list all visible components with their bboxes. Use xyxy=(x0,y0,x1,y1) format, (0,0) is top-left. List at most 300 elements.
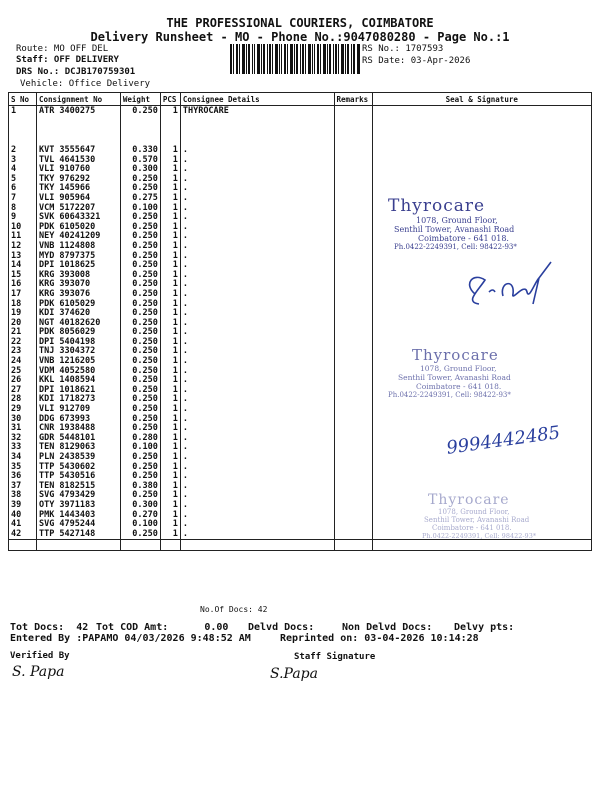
staff-label: Staff: OFF DELIVERY xyxy=(16,55,119,65)
non-delvd-docs: Non Delvd Docs: xyxy=(342,622,433,633)
row-pcs: 1 xyxy=(160,184,180,194)
tot-docs: Tot Docs: 42 xyxy=(10,622,89,633)
row-consignment-no: PDK 6105029 xyxy=(36,300,120,310)
row-weight: 0.100 xyxy=(120,204,160,214)
row-remarks xyxy=(334,376,372,386)
row-consignment-no: VLI 912709 xyxy=(36,405,120,415)
row-remarks xyxy=(334,175,372,185)
row-consignee: . xyxy=(180,261,334,271)
row-consignment-no: VNB 1216205 xyxy=(36,357,120,367)
row-seal xyxy=(372,463,592,473)
row-consignee: . xyxy=(180,184,334,194)
row-pcs: 1 xyxy=(160,395,180,405)
row-seal xyxy=(372,165,592,175)
row-weight: 0.330 xyxy=(120,146,160,156)
stamp-line1: 1078, Ground Floor, xyxy=(438,508,510,516)
row-remarks xyxy=(334,232,372,242)
row-remarks xyxy=(334,213,372,223)
row-sno: 29 xyxy=(9,405,37,415)
row-consignee: . xyxy=(180,453,334,463)
row-weight: 0.250 xyxy=(120,376,160,386)
row-weight: 0.250 xyxy=(120,232,160,242)
row-remarks xyxy=(334,242,372,252)
row-consignee: . xyxy=(180,280,334,290)
col-pcs-header: PCS xyxy=(160,93,180,106)
row-weight: 0.380 xyxy=(120,482,160,492)
col-seal-header: Seal & Signature xyxy=(372,93,592,106)
row-pcs: 1 xyxy=(160,328,180,338)
stamp-line2: Senthil Tower, Avanashi Road xyxy=(394,225,515,234)
row-sno: 41 xyxy=(9,520,37,530)
row-consignee: THYROCARE xyxy=(180,106,334,147)
stamp-line4: Ph.0422-2249391, Cell: 98422-93* xyxy=(422,532,537,540)
row-remarks xyxy=(334,386,372,396)
row-weight: 0.250 xyxy=(120,491,160,501)
row-weight: 0.250 xyxy=(120,472,160,482)
row-sno: 32 xyxy=(9,434,37,444)
row-consignee: . xyxy=(180,501,334,511)
stamp-brand: Thyrocare xyxy=(412,346,499,364)
row-remarks xyxy=(334,204,372,214)
row-pcs: 1 xyxy=(160,443,180,453)
row-consignee: . xyxy=(180,443,334,453)
row-weight: 0.250 xyxy=(120,338,160,348)
row-seal xyxy=(372,472,592,482)
row-consignment-no: NEY 40241209 xyxy=(36,232,120,242)
row-consignee: . xyxy=(180,194,334,204)
report-title: THE PROFESSIONAL COURIERS, COIMBATORE xyxy=(166,16,434,30)
row-pcs: 1 xyxy=(160,357,180,367)
row-consignment-no: TNJ 3304372 xyxy=(36,347,120,357)
row-weight: 0.270 xyxy=(120,511,160,521)
row-sno: 13 xyxy=(9,252,37,262)
row-pcs: 1 xyxy=(160,252,180,262)
row-consignment-no: VNB 1124808 xyxy=(36,242,120,252)
table-row xyxy=(9,482,592,492)
row-seal xyxy=(372,328,592,338)
reprinted-on: Reprinted on: 03-04-2026 10:14:28 xyxy=(280,633,479,644)
table-row xyxy=(9,453,592,463)
row-consignment-no: DPI 5404198 xyxy=(36,338,120,348)
row-seal xyxy=(372,482,592,492)
row-consignment-no: KRG 393008 xyxy=(36,271,120,281)
row-pcs: 1 xyxy=(160,424,180,434)
runsheet-table xyxy=(8,92,592,551)
row-sno: 28 xyxy=(9,395,37,405)
row-pcs: 1 xyxy=(160,223,180,233)
row-sno: 42 xyxy=(9,530,37,540)
row-pcs: 1 xyxy=(160,405,180,415)
row-remarks xyxy=(334,520,372,530)
row-sno: 2 xyxy=(9,146,37,156)
spacer-cell xyxy=(120,540,160,551)
row-sno: 20 xyxy=(9,319,37,329)
row-sno: 5 xyxy=(9,175,37,185)
row-consignment-no: TEN 8182515 xyxy=(36,482,120,492)
row-weight: 0.100 xyxy=(120,443,160,453)
row-weight: 0.250 xyxy=(120,367,160,377)
row-consignee: . xyxy=(180,357,334,367)
row-weight: 0.250 xyxy=(120,309,160,319)
row-consignment-no: TKY 145966 xyxy=(36,184,120,194)
row-consignee: . xyxy=(180,328,334,338)
row-pcs: 1 xyxy=(160,290,180,300)
handwritten-signature xyxy=(455,252,565,312)
thyrocare-stamp-1 xyxy=(388,196,588,251)
row-remarks xyxy=(334,300,372,310)
table-row xyxy=(9,106,592,147)
row-weight: 0.250 xyxy=(120,357,160,367)
row-pcs: 1 xyxy=(160,156,180,166)
rs-no-label: RS No.: 1707593 xyxy=(362,44,444,54)
row-pcs: 1 xyxy=(160,511,180,521)
row-sno: 7 xyxy=(9,194,37,204)
thyrocare-stamp-2 xyxy=(388,346,592,399)
row-pcs: 1 xyxy=(160,146,180,156)
row-consignee: . xyxy=(180,232,334,242)
row-seal xyxy=(372,319,592,329)
row-consignee: . xyxy=(180,520,334,530)
row-sno: 6 xyxy=(9,184,37,194)
table-row xyxy=(9,472,592,482)
stamp-brand: Thyrocare xyxy=(388,196,486,216)
spacer-cell xyxy=(36,540,120,551)
row-consignment-no: TEN 8129063 xyxy=(36,443,120,453)
row-remarks xyxy=(334,472,372,482)
stamp-line3: Coimbatore - 641 018. xyxy=(416,382,502,391)
row-weight: 0.280 xyxy=(120,434,160,444)
row-consignment-no: MYD 8797375 xyxy=(36,252,120,262)
row-consignee: . xyxy=(180,213,334,223)
row-weight: 0.250 xyxy=(120,463,160,473)
row-sno: 31 xyxy=(9,424,37,434)
row-consignee: . xyxy=(180,290,334,300)
row-consignment-no: PLN 2438539 xyxy=(36,453,120,463)
spacer-cell xyxy=(160,540,180,551)
stamp-line1: 1078, Ground Floor, xyxy=(416,216,498,225)
stamp-line1: 1078, Ground Floor, xyxy=(420,364,497,373)
row-sno: 11 xyxy=(9,232,37,242)
row-consignee: . xyxy=(180,367,334,377)
row-remarks xyxy=(334,347,372,357)
row-weight: 0.250 xyxy=(120,405,160,415)
stamp-line3: Coimbatore - 641 018. xyxy=(418,234,509,243)
row-pcs: 1 xyxy=(160,194,180,204)
row-remarks xyxy=(334,338,372,348)
row-pcs: 1 xyxy=(160,280,180,290)
row-weight: 0.250 xyxy=(120,290,160,300)
table-row xyxy=(9,156,592,166)
row-seal xyxy=(372,146,592,156)
row-weight: 0.250 xyxy=(120,395,160,405)
row-consignee: . xyxy=(180,482,334,492)
row-consignee: . xyxy=(180,530,334,540)
row-consignment-no: KRG 393076 xyxy=(36,290,120,300)
row-pcs: 1 xyxy=(160,376,180,386)
row-consignee: . xyxy=(180,242,334,252)
row-weight: 0.250 xyxy=(120,328,160,338)
row-pcs: 1 xyxy=(160,472,180,482)
row-consignment-no: DPI 1018621 xyxy=(36,386,120,396)
row-pcs: 1 xyxy=(160,319,180,329)
row-consignment-no: SVK 60643321 xyxy=(36,213,120,223)
row-sno: 19 xyxy=(9,309,37,319)
row-sno: 27 xyxy=(9,386,37,396)
row-remarks xyxy=(334,463,372,473)
row-consignment-no: KRG 393070 xyxy=(36,280,120,290)
row-consignee: . xyxy=(180,511,334,521)
row-weight: 0.250 xyxy=(120,347,160,357)
row-sno: 25 xyxy=(9,367,37,377)
table-row xyxy=(9,165,592,175)
row-consignment-no: PDK 8056029 xyxy=(36,328,120,338)
delvy-pts: Delvy pts: xyxy=(454,622,515,633)
verified-signature: S. Papa xyxy=(12,664,65,680)
row-pcs: 1 xyxy=(160,165,180,175)
col-remarks-header: Remarks xyxy=(334,93,372,106)
row-weight: 0.250 xyxy=(120,242,160,252)
table-header-row xyxy=(9,93,592,106)
row-consignee: . xyxy=(180,165,334,175)
row-consignee: . xyxy=(180,395,334,405)
row-pcs: 1 xyxy=(160,434,180,444)
row-sno: 38 xyxy=(9,491,37,501)
row-consignment-no: VLI 905964 xyxy=(36,194,120,204)
stamp-brand: Thyrocare xyxy=(428,492,510,508)
row-sno: 21 xyxy=(9,328,37,338)
row-sno: 10 xyxy=(9,223,37,233)
tot-cod-amt: Tot COD Amt: 0.00 xyxy=(96,622,229,633)
row-sno: 24 xyxy=(9,357,37,367)
row-sno: 30 xyxy=(9,415,37,425)
row-remarks xyxy=(334,319,372,329)
no-of-docs: No.Of Docs: 42 xyxy=(200,605,268,614)
row-remarks xyxy=(334,453,372,463)
thyrocare-stamp-3 xyxy=(422,492,588,540)
row-weight: 0.300 xyxy=(120,165,160,175)
report-subtitle: Delivery Runsheet - MO - Phone No.:9047080280 - Page No.:1 xyxy=(90,30,510,44)
row-weight: 0.250 xyxy=(120,223,160,233)
row-remarks xyxy=(334,328,372,338)
row-remarks xyxy=(334,290,372,300)
stamp-line4: Ph.0422-2249391, Cell: 98422-93* xyxy=(394,243,517,251)
row-pcs: 1 xyxy=(160,242,180,252)
row-consignment-no: KDI 374620 xyxy=(36,309,120,319)
row-weight: 0.275 xyxy=(120,194,160,204)
row-remarks xyxy=(334,424,372,434)
row-weight: 0.250 xyxy=(120,386,160,396)
stamp-line2: Senthil Tower, Avanashi Road xyxy=(398,373,511,382)
row-sno: 1 xyxy=(9,106,37,147)
spacer-cell xyxy=(180,540,334,551)
row-weight: 0.250 xyxy=(120,424,160,434)
row-consignee: . xyxy=(180,386,334,396)
table-row xyxy=(9,175,592,185)
col-sno-header: S No xyxy=(9,93,37,106)
row-sno: 26 xyxy=(9,376,37,386)
row-consignee: . xyxy=(180,300,334,310)
row-remarks xyxy=(334,530,372,540)
row-pcs: 1 xyxy=(160,491,180,501)
verified-by-label: Verified By xyxy=(10,651,70,661)
row-consignment-no: VLI 910760 xyxy=(36,165,120,175)
table-row xyxy=(9,184,592,194)
row-remarks xyxy=(334,252,372,262)
entered-by: Entered By :PAPAMO 04/03/2026 9:48:52 AM xyxy=(10,633,251,644)
row-pcs: 1 xyxy=(160,463,180,473)
row-pcs: 1 xyxy=(160,261,180,271)
row-weight: 0.250 xyxy=(120,319,160,329)
row-consignment-no: ATR 3400275 xyxy=(36,106,120,147)
staff-signature: S.Papa xyxy=(270,666,318,682)
row-consignment-no: TVL 4641530 xyxy=(36,156,120,166)
row-weight: 0.250 xyxy=(120,280,160,290)
row-weight: 0.250 xyxy=(120,271,160,281)
row-weight: 0.100 xyxy=(120,520,160,530)
row-sno: 8 xyxy=(9,204,37,214)
row-consignee: . xyxy=(180,434,334,444)
row-remarks xyxy=(334,491,372,501)
row-consignment-no: TTP 5430602 xyxy=(36,463,120,473)
row-remarks xyxy=(334,261,372,271)
row-consignee: . xyxy=(180,472,334,482)
row-sno: 35 xyxy=(9,463,37,473)
table-row xyxy=(9,328,592,338)
row-sno: 9 xyxy=(9,213,37,223)
row-remarks xyxy=(334,146,372,156)
row-consignment-no: KKL 1408594 xyxy=(36,376,120,386)
table-row xyxy=(9,405,592,415)
row-consignment-no: NGT 40182620 xyxy=(36,319,120,329)
row-remarks xyxy=(334,194,372,204)
rs-date-label: RS Date: 03-Apr-2026 xyxy=(362,56,471,66)
row-consignee: . xyxy=(180,405,334,415)
row-remarks xyxy=(334,443,372,453)
row-pcs: 1 xyxy=(160,300,180,310)
row-consignment-no: PMK 1443403 xyxy=(36,511,120,521)
row-pcs: 1 xyxy=(160,347,180,357)
row-sno: 15 xyxy=(9,271,37,281)
row-pcs: 1 xyxy=(160,271,180,281)
table-footer-spacer xyxy=(9,540,592,551)
spacer-cell xyxy=(9,540,37,551)
row-consignment-no: SVG 4795244 xyxy=(36,520,120,530)
row-pcs: 1 xyxy=(160,338,180,348)
row-remarks xyxy=(334,223,372,233)
row-sno: 37 xyxy=(9,482,37,492)
row-consignee: . xyxy=(180,491,334,501)
row-consignment-no: TKY 976292 xyxy=(36,175,120,185)
row-sno: 22 xyxy=(9,338,37,348)
row-remarks xyxy=(334,309,372,319)
row-pcs: 1 xyxy=(160,482,180,492)
row-consignment-no: KVT 3555647 xyxy=(36,146,120,156)
row-remarks xyxy=(334,280,372,290)
row-remarks xyxy=(334,184,372,194)
row-consignee: . xyxy=(180,309,334,319)
row-sno: 3 xyxy=(9,156,37,166)
row-sno: 16 xyxy=(9,280,37,290)
row-consignee: . xyxy=(180,424,334,434)
stamp-line3: Coimbatore - 641 018. xyxy=(432,524,512,532)
row-remarks xyxy=(334,271,372,281)
row-remarks xyxy=(334,415,372,425)
row-pcs: 1 xyxy=(160,501,180,511)
row-weight: 0.250 xyxy=(120,175,160,185)
table-row xyxy=(9,463,592,473)
table-row xyxy=(9,146,592,156)
row-pcs: 1 xyxy=(160,204,180,214)
row-seal xyxy=(372,175,592,185)
row-remarks xyxy=(334,405,372,415)
row-pcs: 1 xyxy=(160,106,180,147)
row-consignee: . xyxy=(180,271,334,281)
row-consignment-no: KDI 1718273 xyxy=(36,395,120,405)
row-consignee: . xyxy=(180,146,334,156)
drs-label: DRS No.: DCJB170759301 xyxy=(16,67,136,77)
row-pcs: 1 xyxy=(160,232,180,242)
row-consignee: . xyxy=(180,156,334,166)
row-remarks xyxy=(334,482,372,492)
row-consignee: . xyxy=(180,252,334,262)
row-consignment-no: GDR 5448101 xyxy=(36,434,120,444)
row-remarks xyxy=(334,501,372,511)
row-sno: 14 xyxy=(9,261,37,271)
row-consignee: . xyxy=(180,463,334,473)
row-weight: 0.300 xyxy=(120,501,160,511)
handwritten-phone-note: 9994442485 xyxy=(445,422,562,459)
row-weight: 0.250 xyxy=(120,106,160,147)
route-label: Route: MO OFF DEL xyxy=(16,44,109,54)
spacer-cell xyxy=(334,540,372,551)
row-remarks xyxy=(334,165,372,175)
row-pcs: 1 xyxy=(160,520,180,530)
row-consignee: . xyxy=(180,223,334,233)
row-consignee: . xyxy=(180,347,334,357)
table-row xyxy=(9,415,592,425)
row-pcs: 1 xyxy=(160,530,180,540)
row-consignee: . xyxy=(180,175,334,185)
row-consignment-no: TTP 5430516 xyxy=(36,472,120,482)
row-consignee: . xyxy=(180,319,334,329)
row-pcs: 1 xyxy=(160,367,180,377)
row-consignment-no: VCM 5172207 xyxy=(36,204,120,214)
row-sno: 39 xyxy=(9,501,37,511)
row-sno: 23 xyxy=(9,347,37,357)
row-sno: 18 xyxy=(9,300,37,310)
row-consignee: . xyxy=(180,376,334,386)
col-weight-header: Weight xyxy=(120,93,160,106)
row-seal xyxy=(372,184,592,194)
row-consignee: . xyxy=(180,204,334,214)
vehicle-label: Vehicle: Office Delivery xyxy=(20,79,151,89)
row-remarks xyxy=(334,511,372,521)
row-consignment-no: OTY 3971183 xyxy=(36,501,120,511)
table-row xyxy=(9,319,592,329)
row-pcs: 1 xyxy=(160,453,180,463)
row-weight: 0.250 xyxy=(120,252,160,262)
row-weight: 0.570 xyxy=(120,156,160,166)
row-remarks xyxy=(334,367,372,377)
row-weight: 0.250 xyxy=(120,213,160,223)
row-pcs: 1 xyxy=(160,309,180,319)
row-sno: 17 xyxy=(9,290,37,300)
row-sno: 4 xyxy=(9,165,37,175)
row-seal xyxy=(372,156,592,166)
row-sno: 34 xyxy=(9,453,37,463)
row-consignment-no: CNR 1938488 xyxy=(36,424,120,434)
row-weight: 0.250 xyxy=(120,184,160,194)
